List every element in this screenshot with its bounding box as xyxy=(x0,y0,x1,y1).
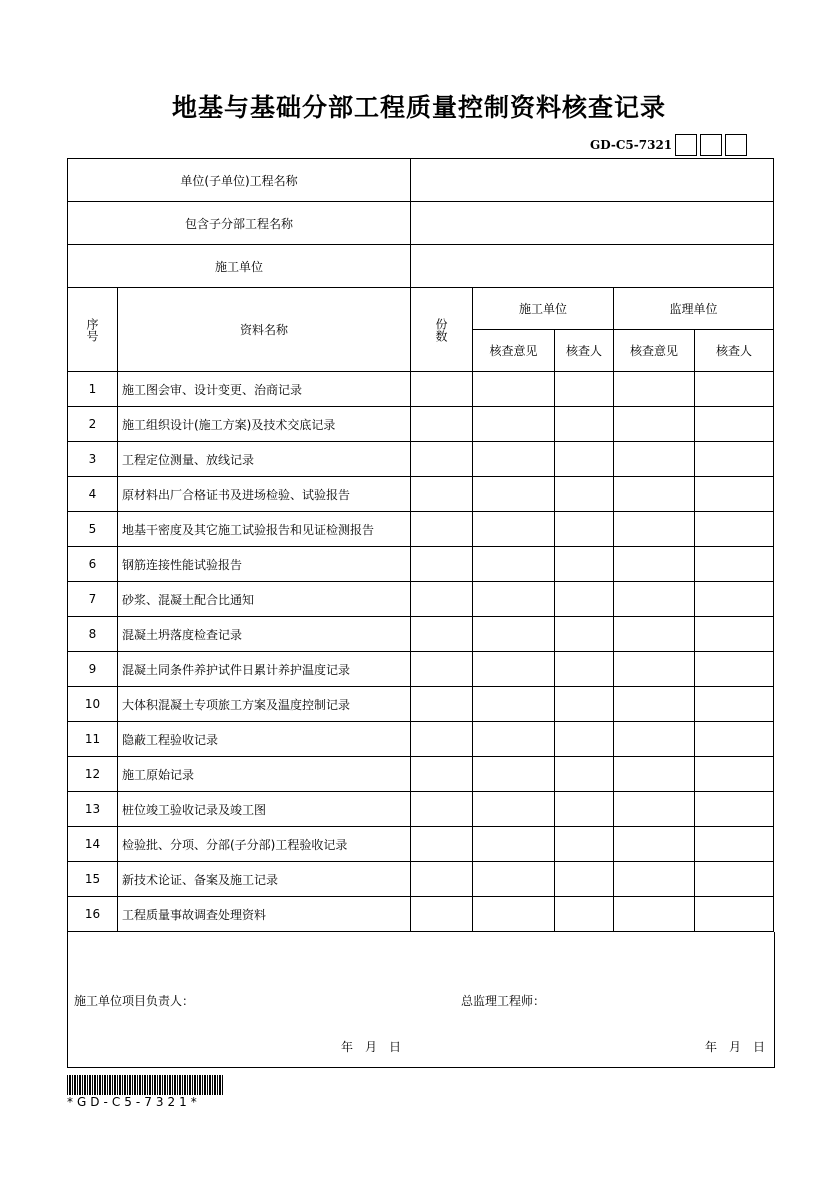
construct-checker-cell[interactable] xyxy=(555,477,614,512)
supervise-checker-cell[interactable] xyxy=(695,652,774,687)
table-row xyxy=(68,827,774,862)
copies-cell[interactable] xyxy=(411,407,473,442)
table-row xyxy=(68,722,774,757)
copies-cell[interactable] xyxy=(411,547,473,582)
col-copies: 份数 xyxy=(411,288,473,372)
supervise-checker-cell[interactable] xyxy=(695,407,774,442)
copies-cell[interactable] xyxy=(411,722,473,757)
row-number: 8 xyxy=(68,617,118,652)
supervise-opinion-cell[interactable] xyxy=(614,827,695,862)
row-number: 12 xyxy=(68,757,118,792)
copies-cell[interactable] xyxy=(411,582,473,617)
supervise-checker-cell[interactable] xyxy=(695,372,774,407)
supervise-opinion-cell[interactable] xyxy=(614,722,695,757)
row-number: 15 xyxy=(68,862,118,897)
row-doc-name: 检验批、分项、分部(子分部)工程验收记录 xyxy=(118,827,411,862)
code-box[interactable] xyxy=(700,134,722,156)
construct-checker-cell[interactable] xyxy=(555,897,614,932)
barcode-text: *GD-C5-7321* xyxy=(67,1095,201,1109)
construct-checker-cell[interactable] xyxy=(555,792,614,827)
row-number: 14 xyxy=(68,827,118,862)
construct-opinion-cell[interactable] xyxy=(473,897,555,932)
row-number: 16 xyxy=(68,897,118,932)
construct-opinion-cell[interactable] xyxy=(473,407,555,442)
row-doc-name: 混凝土坍落度检查记录 xyxy=(118,617,411,652)
page-title: 地基与基础分部工程质量控制资料核查记录 xyxy=(171,93,666,122)
construct-opinion-cell[interactable] xyxy=(473,687,555,722)
supervise-opinion-cell[interactable] xyxy=(614,652,695,687)
construct-opinion-cell[interactable] xyxy=(473,617,555,652)
form-code-text: GD-C5-7321 xyxy=(590,138,673,152)
construct-opinion-cell[interactable] xyxy=(473,862,555,897)
construct-opinion-cell[interactable] xyxy=(473,722,555,757)
construct-unit-field[interactable] xyxy=(411,245,774,288)
construct-checker-cell[interactable] xyxy=(555,652,614,687)
supervise-checker-cell[interactable] xyxy=(695,617,774,652)
barcode xyxy=(67,1075,223,1095)
table-row xyxy=(68,547,774,582)
construct-opinion-cell[interactable] xyxy=(473,827,555,862)
row-number: 13 xyxy=(68,792,118,827)
signature-area xyxy=(67,932,775,1068)
construct-checker-cell[interactable] xyxy=(555,582,614,617)
construct-checker-cell[interactable] xyxy=(555,827,614,862)
row-number: 2 xyxy=(68,407,118,442)
unit-name-field[interactable] xyxy=(411,159,774,202)
table-row xyxy=(68,372,774,407)
table-row xyxy=(68,407,774,442)
construct-checker-cell[interactable] xyxy=(555,722,614,757)
construct-opinion-cell[interactable] xyxy=(473,512,555,547)
code-box[interactable] xyxy=(725,134,747,156)
col-opinion: 核查意见 xyxy=(473,330,555,372)
form-code xyxy=(590,134,747,156)
supervise-checker-cell[interactable] xyxy=(695,722,774,757)
row-doc-name: 新技术论证、备案及施工记录 xyxy=(118,862,411,897)
row-number: 6 xyxy=(68,547,118,582)
supervise-checker-cell[interactable] xyxy=(695,792,774,827)
row-doc-name: 大体积混凝土专项旅工方案及温度控制记录 xyxy=(118,687,411,722)
table-row xyxy=(68,617,774,652)
construct-checker-cell[interactable] xyxy=(555,512,614,547)
code-box[interactable] xyxy=(675,134,697,156)
sub-division-label: 包含子分部工程名称 xyxy=(68,202,411,245)
col-supervise: 监理单位 xyxy=(614,288,774,330)
supervise-opinion-cell[interactable] xyxy=(614,407,695,442)
row-number: 5 xyxy=(68,512,118,547)
supervise-opinion-cell[interactable] xyxy=(614,687,695,722)
copies-cell[interactable] xyxy=(411,372,473,407)
supervise-opinion-cell[interactable] xyxy=(614,617,695,652)
supervise-checker-cell[interactable] xyxy=(695,442,774,477)
construct-opinion-cell[interactable] xyxy=(473,652,555,687)
copies-cell[interactable] xyxy=(411,442,473,477)
row-doc-name: 原材料出厂合格证书及进场检验、试验报告 xyxy=(118,477,411,512)
col-seq: 序号 xyxy=(68,288,118,372)
copies-cell[interactable] xyxy=(411,757,473,792)
row-number: 11 xyxy=(68,722,118,757)
construct-checker-cell[interactable] xyxy=(555,687,614,722)
supervise-opinion-cell[interactable] xyxy=(614,862,695,897)
row-number: 1 xyxy=(68,372,118,407)
table-row xyxy=(68,862,774,897)
construct-opinion-cell[interactable] xyxy=(473,372,555,407)
row-number: 7 xyxy=(68,582,118,617)
col-checker: 核查人 xyxy=(695,330,774,372)
col-opinion: 核查意见 xyxy=(614,330,695,372)
copies-cell[interactable] xyxy=(411,827,473,862)
row-number: 3 xyxy=(68,442,118,477)
supervise-checker-cell[interactable] xyxy=(695,827,774,862)
col-construct: 施工单位 xyxy=(473,288,614,330)
supervise-checker-cell[interactable] xyxy=(695,582,774,617)
table-row xyxy=(68,897,774,932)
row-doc-name: 施工图会审、设计变更、治商记录 xyxy=(118,372,411,407)
row-doc-name: 钢筋连接性能试验报告 xyxy=(118,547,411,582)
supervise-checker-cell[interactable] xyxy=(695,757,774,792)
table-row xyxy=(68,442,774,477)
chief-supervisor-label: 总监理工程师： xyxy=(461,994,546,1008)
copies-cell[interactable] xyxy=(411,477,473,512)
col-name: 资料名称 xyxy=(118,288,411,372)
supervise-opinion-cell[interactable] xyxy=(614,897,695,932)
construct-unit-label: 施工单位 xyxy=(68,245,411,288)
construct-checker-cell[interactable] xyxy=(555,617,614,652)
date-right: 年 月 日 xyxy=(705,1040,766,1054)
supervise-opinion-cell[interactable] xyxy=(614,442,695,477)
record-table xyxy=(67,158,774,932)
copies-cell[interactable] xyxy=(411,792,473,827)
supervise-checker-cell[interactable] xyxy=(695,512,774,547)
row-doc-name: 桩位竣工验收记录及竣工图 xyxy=(118,792,411,827)
row-doc-name: 施工原始记录 xyxy=(118,757,411,792)
row-doc-name: 隐蔽工程验收记录 xyxy=(118,722,411,757)
construct-opinion-cell[interactable] xyxy=(473,792,555,827)
construct-opinion-cell[interactable] xyxy=(473,477,555,512)
supervise-opinion-cell[interactable] xyxy=(614,547,695,582)
row-number: 9 xyxy=(68,652,118,687)
supervise-opinion-cell[interactable] xyxy=(614,792,695,827)
construct-checker-cell[interactable] xyxy=(555,757,614,792)
construct-opinion-cell[interactable] xyxy=(473,582,555,617)
row-doc-name: 地基干密度及其它施工试验报告和见证检测报告 xyxy=(118,512,411,547)
supervise-checker-cell[interactable] xyxy=(695,547,774,582)
supervise-checker-cell[interactable] xyxy=(695,687,774,722)
construct-lead-label: 施工单位项目负责人： xyxy=(74,994,195,1008)
row-number: 4 xyxy=(68,477,118,512)
construct-opinion-cell[interactable] xyxy=(473,757,555,792)
date-left: 年 月 日 xyxy=(341,1040,402,1054)
supervise-opinion-cell[interactable] xyxy=(614,582,695,617)
table-row xyxy=(68,652,774,687)
supervise-opinion-cell[interactable] xyxy=(614,372,695,407)
construct-checker-cell[interactable] xyxy=(555,442,614,477)
supervise-opinion-cell[interactable] xyxy=(614,477,695,512)
copies-cell[interactable] xyxy=(411,512,473,547)
col-checker: 核查人 xyxy=(555,330,614,372)
unit-name-label: 单位(子单位)工程名称 xyxy=(68,159,411,202)
construct-checker-cell[interactable] xyxy=(555,372,614,407)
construct-checker-cell[interactable] xyxy=(555,862,614,897)
row-number: 10 xyxy=(68,687,118,722)
row-doc-name: 混凝土同条件养护试件日累计养护温度记录 xyxy=(118,652,411,687)
construct-opinion-cell[interactable] xyxy=(473,547,555,582)
supervise-checker-cell[interactable] xyxy=(695,862,774,897)
table-row xyxy=(68,757,774,792)
copies-cell[interactable] xyxy=(411,687,473,722)
row-doc-name: 工程质量事故调查处理资料 xyxy=(118,897,411,932)
supervise-opinion-cell[interactable] xyxy=(614,512,695,547)
copies-cell[interactable] xyxy=(411,617,473,652)
table-row xyxy=(68,512,774,547)
row-doc-name: 施工组织设计(施工方案)及技术交底记录 xyxy=(118,407,411,442)
construct-opinion-cell[interactable] xyxy=(473,442,555,477)
construct-checker-cell[interactable] xyxy=(555,547,614,582)
table-row xyxy=(68,582,774,617)
table-row xyxy=(68,792,774,827)
copies-cell[interactable] xyxy=(411,862,473,897)
table-row xyxy=(68,687,774,722)
supervise-checker-cell[interactable] xyxy=(695,897,774,932)
sub-division-field[interactable] xyxy=(411,202,774,245)
copies-cell[interactable] xyxy=(411,652,473,687)
supervise-opinion-cell[interactable] xyxy=(614,757,695,792)
supervise-checker-cell[interactable] xyxy=(695,477,774,512)
row-doc-name: 砂浆、混凝土配合比通知 xyxy=(118,582,411,617)
row-doc-name: 工程定位测量、放线记录 xyxy=(118,442,411,477)
copies-cell[interactable] xyxy=(411,897,473,932)
table-row xyxy=(68,477,774,512)
construct-checker-cell[interactable] xyxy=(555,407,614,442)
